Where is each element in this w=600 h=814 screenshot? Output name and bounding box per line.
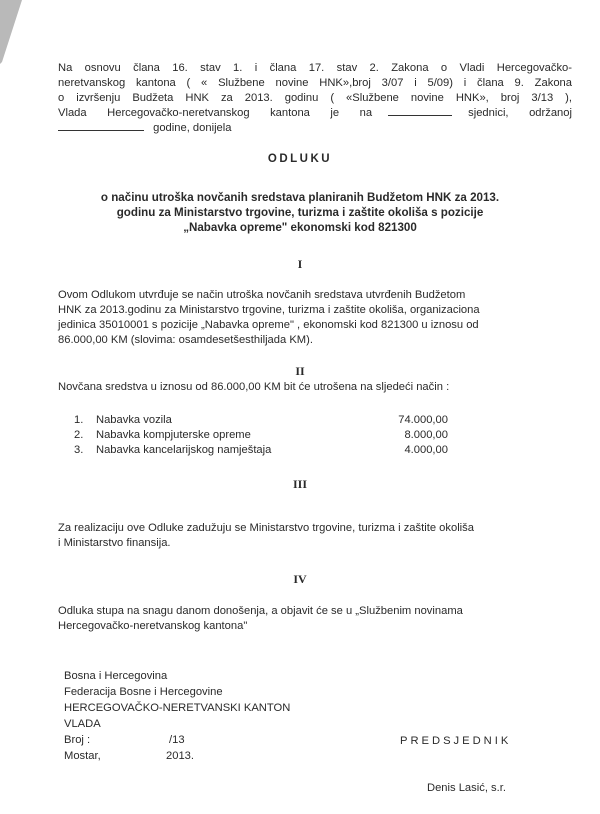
document-subtitle [40,190,560,235]
paragraph-line: Ovom Odlukom utvrđuje se način utroška novčanih sredstava utvrđenih Budžetom [58,289,466,301]
item-amount: 8.000,00 [404,429,448,441]
section-ii-text: Novčana sredstva u iznosu od 86.000,00 KM bit će utrošena na sljedeći način : [58,381,450,393]
paragraph-line: i Ministarstvo finansija. [58,537,171,549]
section-heading-i: I [297,257,303,271]
preamble-line: o izvršenju Budžeta HNK za 2013. godinu ( «Službene novine HNK», broj 3/13 ), [58,92,572,104]
place-label: Mostar, [64,750,101,762]
blank-fill-line [58,121,144,131]
page-fold-mark [0,0,40,70]
preamble-text: sjednici, održanoj [468,107,572,119]
signer-name: Denis Lasić, s.r. [427,782,506,794]
item-label: Nabavka kompjuterske opreme [96,429,251,441]
item-amount: 4.000,00 [404,444,448,456]
preamble-line: neretvanskog kantona ( « Službene novine HNK»,broj 3/07 i 5/09) i člana 9. Zakona [58,77,572,89]
year-value: 2013. [166,750,194,762]
preamble-line: Na osnovu člana 16. stav 1. i člana 17. stav 2. Zakona o Vladi Hercegovačko- [58,62,572,74]
section-iv-paragraph [58,604,578,634]
issuer-block [64,668,290,732]
section-heading-iii: III [292,477,307,491]
section-heading-ii: II [295,364,305,378]
subtitle-line: godinu za Ministarstvo trgovine, turizma i zaštite okoliša s pozicije [116,206,484,219]
section-iii-paragraph [58,521,578,551]
blank-fill-line [388,106,452,116]
issuer-line: HERCEGOVAČKO-NERETVANSKI KANTON [64,702,291,714]
item-label: Nabavka kancelarijskog namještaja [96,444,272,456]
item-label: Nabavka vozila [96,414,172,426]
president-label: PREDSJEDNIK [400,735,512,747]
section-heading-iv: IV [293,572,307,586]
paragraph-line: Hercegovačko-neretvanskog kantona" [58,620,248,632]
paragraph-line: jedinica 35010001 s pozicije „Nabavka opreme" , ekonomski kod 821300 u iznosu od [58,319,479,331]
paragraph-line: Za realizaciju ove Odluke zadužuju se Ministarstvo trgovine, turizma i zaštite okoliša [58,522,474,534]
issuer-line: Bosna i Hercegovina [64,670,168,682]
issuer-line: VLADA [64,718,101,730]
broj-value: /13 [169,734,185,746]
item-number: 3. [74,444,84,456]
preamble-line [58,121,572,136]
issuer-line: Federacija Bosne i Hercegovine [64,686,223,698]
paragraph-line: HNK za 2013.godinu za Ministarstvo trgovine, turizma i zaštite okoliša, organizaciona [58,304,480,316]
document-title: ODLUKU [267,153,333,165]
broj-label: Broj : [64,734,91,746]
section-i-paragraph [58,288,578,348]
preamble-text: Vlada Hercegovačko-neretvanskog kantona je na [58,107,373,119]
preamble-paragraph [58,61,572,136]
paragraph-line: Odluka stupa na snagu danom donošenja, a objavit će se u „Službenim novinama [58,605,463,617]
item-number: 1. [74,414,84,426]
subtitle-line: „Nabavka opreme" ekonomski kod 821300 [183,221,417,234]
item-amount: 74.000,00 [398,414,448,426]
preamble-text: godine, donijela [153,122,232,134]
paragraph-line: 86.000,00 KM (slovima: osamdesetšesthiljada KM). [58,334,313,346]
subtitle-line: o načinu utroška novčanih sredstava planiranih Budžetom HNK za 2013. [100,191,500,204]
item-number: 2. [74,429,84,441]
preamble-line [58,106,572,121]
